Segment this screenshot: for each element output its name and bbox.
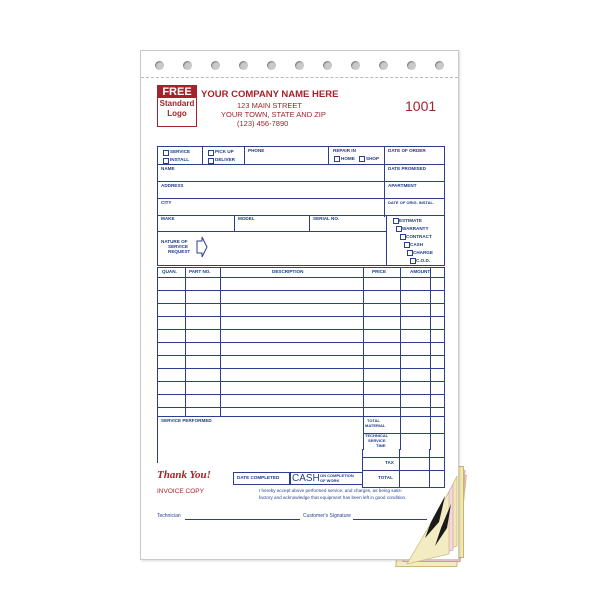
- shop-checkbox[interactable]: [359, 156, 365, 162]
- customer-signature-label: Customer's Signature: [303, 513, 351, 519]
- punch-hole: [435, 61, 444, 70]
- items-table: [157, 267, 445, 450]
- on-completion-1: ON COMPLETION: [320, 473, 354, 478]
- punch-hole: [155, 61, 164, 70]
- tax-label: TAX: [385, 460, 394, 465]
- nature-label-1: NATURE OF: [161, 239, 188, 244]
- nature-label-2: SERVICE: [168, 244, 189, 249]
- logo: [157, 85, 197, 127]
- company-city: YOUR TOWN, STATE AND ZIP: [221, 110, 326, 119]
- company-name: YOUR COMPANY NAME HERE: [201, 89, 339, 100]
- apartment-label: APARTMENT: [388, 183, 417, 188]
- warranty-label: WARRANTY: [402, 226, 429, 231]
- arrow-icon: [196, 236, 208, 258]
- shop-label: SHOP: [366, 156, 380, 161]
- home-label: HOME: [341, 156, 355, 161]
- install-label: INSTALL: [170, 157, 190, 162]
- punch-hole: [323, 61, 332, 70]
- technical-label-2: SERVICE: [368, 438, 386, 443]
- date-completed-box: [233, 472, 291, 485]
- serial-no-label: SERIAL NO.: [313, 216, 340, 221]
- pickup-checkbox[interactable]: [208, 150, 214, 156]
- estimate-label: ESTIMATE: [399, 218, 422, 223]
- punch-hole: [295, 61, 304, 70]
- company-street: 123 MAIN STREET: [237, 101, 303, 110]
- service-label: SERVICE: [170, 149, 191, 154]
- technical-label-1: TECHNICAL: [365, 433, 389, 438]
- date-orig-install-label: DATE OF ORIG. INSTAL.: [388, 200, 435, 205]
- cod-label: C.O.D.: [416, 258, 431, 263]
- total-label: TOTAL: [378, 475, 393, 480]
- model-label: MODEL: [238, 216, 255, 221]
- perforation-line: [141, 77, 458, 78]
- acceptance-text-2: factory and acknowledge that equipment has been left in good condition.: [259, 495, 407, 500]
- date-of-order-label: DATE OF ORDER: [388, 148, 426, 153]
- table-header-quan: QUAN.: [162, 269, 177, 274]
- invoice-copy-label: INVOICE COPY: [157, 488, 204, 495]
- service-checkbox[interactable]: [163, 150, 169, 156]
- charge-label: CHARGE: [413, 250, 433, 255]
- total-material-label-2: MATERIAL: [365, 423, 386, 428]
- total-material-label-1: TOTAL: [367, 418, 380, 423]
- punch-hole: [183, 61, 192, 70]
- cash-completion-box: [289, 472, 363, 485]
- punch-hole: [351, 61, 360, 70]
- home-checkbox[interactable]: [334, 156, 340, 162]
- contract-label: CONTRACT: [406, 234, 432, 239]
- table-header-amount: AMOUNT: [410, 269, 431, 274]
- make-label: MAKE: [161, 216, 175, 221]
- name-label: NAME: [161, 166, 175, 171]
- technician-label: Technician: [157, 513, 181, 519]
- date-completed-label: DATE COMPLETED: [237, 475, 280, 480]
- city-label: CITY: [161, 200, 172, 205]
- curled-corner: [395, 476, 465, 566]
- punch-hole: [267, 61, 276, 70]
- table-header-price: PRICE: [372, 269, 387, 274]
- on-completion-2: OF WORK: [320, 478, 340, 483]
- nature-label-3: REQUEST: [168, 249, 191, 254]
- address-label: ADDRESS: [161, 183, 184, 188]
- invoice-number: 1001: [405, 98, 437, 114]
- cash-label: CASH: [410, 242, 424, 247]
- table-header-part-no: PART NO.: [189, 269, 211, 274]
- deliver-label: DELIVER: [215, 157, 235, 162]
- repair-in-label: REPAIR IN: [333, 148, 356, 153]
- punch-hole: [379, 61, 388, 70]
- cash-text: CASH: [292, 473, 320, 484]
- date-promised-label: DATE PROMISED: [388, 166, 426, 171]
- punch-hole: [211, 61, 220, 70]
- company-phone: (123) 456-7890: [237, 119, 289, 128]
- acceptance-text-1: I hereby accept above performed service, and charges, as being satis-: [259, 488, 403, 493]
- punch-hole: [407, 61, 416, 70]
- logo-free: FREE: [158, 86, 196, 98]
- technician-signature-line[interactable]: [185, 519, 300, 520]
- thank-you-text: Thank You!: [157, 469, 211, 481]
- technical-label-3: TIME: [376, 443, 386, 448]
- punch-hole: [239, 61, 248, 70]
- pickup-label: PICK UP: [215, 149, 234, 154]
- phone-label: PHONE: [248, 148, 265, 153]
- service-performed-label: SERVICE PERFORMED: [161, 418, 212, 423]
- logo-standard: Standard: [159, 99, 195, 108]
- table-header-description: DESCRIPTION: [272, 269, 304, 274]
- customer-info-section: [157, 146, 445, 266]
- logo-logo: Logo: [167, 109, 187, 118]
